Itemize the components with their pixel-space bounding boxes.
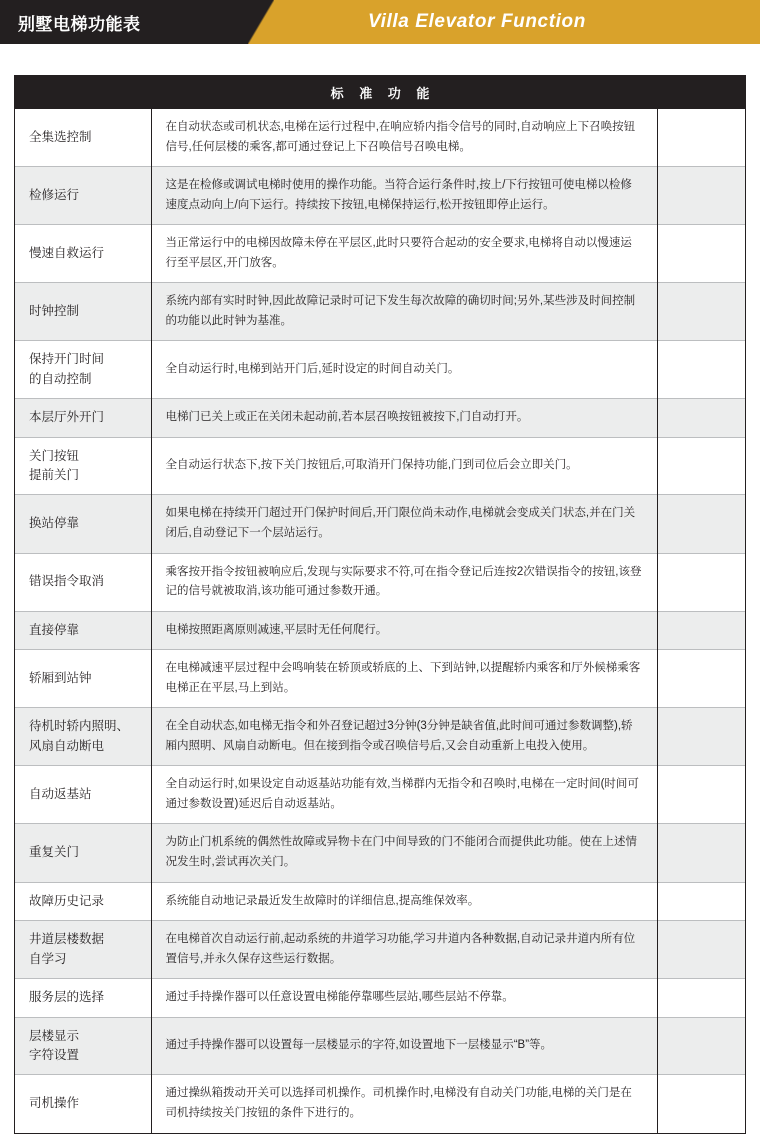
function-mark-cell — [657, 437, 745, 495]
function-name-line: 服务层的选择 — [29, 990, 105, 1005]
function-description-cell: 全自动运行状态下,按下关门按钮后,可取消开门保持功能,门到司位后会立即关门。 — [151, 437, 657, 495]
table-row — [15, 882, 745, 921]
function-name-cell — [15, 225, 151, 283]
function-mark-cell — [657, 611, 745, 650]
function-description-cell: 在全自动状态,如电梯无指令和外召登记超过3分钟(3分钟是缺省值,此时间可通过参数调整),轿厢内照明、风扇自动断电。但在接到指令或召唤信号后,又会自动重新上电投入使用。 — [151, 708, 657, 766]
function-table-container — [14, 75, 746, 1134]
function-name-line: 层楼显示 — [29, 1028, 80, 1043]
header-title-cn: 别墅电梯功能表 — [18, 14, 141, 34]
function-description-cell: 在电梯减速平层过程中会鸣响装在轿顶或轿底的上、下到站钟,以提醒轿内乘客和厅外候梯乘客电梯正在平层,马上到站。 — [151, 650, 657, 708]
function-name-cell — [15, 979, 151, 1018]
function-description-cell: 通过手持操作器可以设置每一层楼显示的字符,如设置地下一层楼显示“B”等。 — [151, 1017, 657, 1075]
function-description-cell: 通过操纵箱拨动开关可以选择司机操作。司机操作时,电梯没有自动关门功能,电梯的关门是在司机持续按关门按钮的条件下进行的。 — [151, 1075, 657, 1133]
table-title: 标 准 功 能 — [15, 76, 745, 109]
function-mark-cell — [657, 495, 745, 553]
function-description-cell: 全自动运行时,如果设定自动返基站功能有效,当梯群内无指令和召唤时,电梯在一定时间(时间可通过参数设置)延迟后自动返基站。 — [151, 766, 657, 824]
table-row — [15, 167, 745, 225]
table-row — [15, 611, 745, 650]
function-mark-cell — [657, 650, 745, 708]
function-name-line: 自动返基站 — [29, 787, 92, 802]
function-mark-cell — [657, 708, 745, 766]
function-table-body — [15, 109, 745, 1133]
table-row — [15, 437, 745, 495]
function-table — [15, 109, 745, 1133]
function-name-line: 错误指令取消 — [29, 574, 105, 589]
function-description-cell: 这是在检修或调试电梯时使用的操作功能。当符合运行条件时,按上/下行按钮可使电梯以检修速度点动向上/向下运行。持续按下按钮,电梯保持运行,松开按钮即停止运行。 — [151, 167, 657, 225]
function-description-cell: 系统能自动地记录最近发生故障时的详细信息,提高维保效率。 — [151, 882, 657, 921]
function-name-cell — [15, 611, 151, 650]
function-description-cell: 全自动运行时,电梯到站开门后,延时设定的时间自动关门。 — [151, 341, 657, 399]
function-name-line: 换站停靠 — [29, 516, 80, 531]
function-name-cell — [15, 1075, 151, 1133]
function-name-line: 的自动控制 — [29, 371, 92, 386]
function-name-cell — [15, 341, 151, 399]
function-name-cell — [15, 167, 151, 225]
function-mark-cell — [657, 824, 745, 882]
function-name-line: 司机操作 — [29, 1096, 80, 1111]
table-row — [15, 109, 745, 167]
function-name-cell — [15, 495, 151, 553]
table-row — [15, 399, 745, 438]
function-description-cell: 如果电梯在持续开门超过开门保护时间后,开门限位尚未动作,电梯就会变成关门状态,并在门关闭后,自动登记下一个层站运行。 — [151, 495, 657, 553]
function-mark-cell — [657, 167, 745, 225]
header-title-en: Villa Elevator Function — [368, 11, 586, 32]
function-name-line: 轿厢到站钟 — [29, 671, 92, 686]
table-row — [15, 1017, 745, 1075]
function-description-cell: 通过手持操作器可以任意设置电梯能停靠哪些层站,哪些层站不停靠。 — [151, 979, 657, 1018]
function-mark-cell — [657, 921, 745, 979]
function-name-line: 时钟控制 — [29, 304, 80, 319]
function-name-line: 提前关门 — [29, 468, 80, 483]
function-name-line: 检修运行 — [29, 187, 80, 202]
page-header — [0, 0, 760, 44]
table-row — [15, 341, 745, 399]
function-description-cell: 在电梯首次自动运行前,起动系统的井道学习功能,学习井道内各种数据,自动记录井道内所有位置信号,并永久保存这些运行数据。 — [151, 921, 657, 979]
function-name-cell — [15, 553, 151, 611]
header-left-panel — [0, 0, 248, 44]
function-name-line: 直接停靠 — [29, 622, 80, 637]
function-description-cell: 当正常运行中的电梯因故障未停在平层区,此时只要符合起动的安全要求,电梯将自动以慢速运行至平层区,开门放客。 — [151, 225, 657, 283]
function-name-cell — [15, 109, 151, 167]
table-row — [15, 283, 745, 341]
function-name-line: 关门按钮 — [29, 448, 80, 463]
function-mark-cell — [657, 399, 745, 438]
function-name-line: 全集选控制 — [29, 129, 92, 144]
function-description-cell: 乘客按开指令按钮被响应后,发现与实际要求不符,可在指令登记后连按2次错误指令的按钮,该登记的信号就被取消,该功能可通过参数开通。 — [151, 553, 657, 611]
function-name-cell — [15, 708, 151, 766]
function-name-cell — [15, 437, 151, 495]
function-mark-cell — [657, 1017, 745, 1075]
function-name-line: 故障历史记录 — [29, 893, 105, 908]
function-name-cell — [15, 766, 151, 824]
function-mark-cell — [657, 766, 745, 824]
table-row — [15, 495, 745, 553]
header-right-panel — [274, 0, 760, 44]
function-name-cell — [15, 650, 151, 708]
table-row — [15, 553, 745, 611]
function-name-line: 风扇自动断电 — [29, 738, 105, 753]
function-name-cell — [15, 882, 151, 921]
table-row — [15, 225, 745, 283]
function-description-cell: 电梯门已关上或正在关闭未起动前,若本层召唤按钮被按下,门自动打开。 — [151, 399, 657, 438]
function-description-cell: 电梯按照距离原则减速,平层时无任何爬行。 — [151, 611, 657, 650]
function-name-line: 自学习 — [29, 951, 67, 966]
function-mark-cell — [657, 979, 745, 1018]
header-slant-divider — [248, 0, 274, 44]
function-mark-cell — [657, 283, 745, 341]
function-name-line: 保持开门时间 — [29, 352, 105, 367]
function-description-cell: 系统内部有实时时钟,因此故障记录时可记下发生每次故障的确切时间;另外,某些涉及时间控制的功能以此时钟为基准。 — [151, 283, 657, 341]
function-name-line: 重复关门 — [29, 845, 80, 860]
table-row — [15, 766, 745, 824]
function-name-cell — [15, 399, 151, 438]
function-name-line: 待机时轿内照明、 — [29, 719, 130, 734]
function-name-cell — [15, 1017, 151, 1075]
table-row — [15, 650, 745, 708]
function-name-line: 本层厅外开门 — [29, 410, 105, 425]
function-name-line: 井道层楼数据 — [29, 932, 105, 947]
function-mark-cell — [657, 109, 745, 167]
table-row — [15, 979, 745, 1018]
table-row — [15, 824, 745, 882]
function-name-line: 慢速自救运行 — [29, 246, 105, 261]
function-name-cell — [15, 824, 151, 882]
table-row — [15, 1075, 745, 1133]
function-mark-cell — [657, 1075, 745, 1133]
function-description-cell: 在自动状态或司机状态,电梯在运行过程中,在响应轿内指令信号的同时,自动响应上下召唤按钮信号,任何层楼的乘客,都可通过登记上下召唤信号召唤电梯。 — [151, 109, 657, 167]
function-name-cell — [15, 283, 151, 341]
function-name-line: 字符设置 — [29, 1048, 80, 1063]
function-name-cell — [15, 921, 151, 979]
function-mark-cell — [657, 882, 745, 921]
table-row — [15, 921, 745, 979]
function-mark-cell — [657, 341, 745, 399]
function-mark-cell — [657, 553, 745, 611]
table-row — [15, 708, 745, 766]
function-mark-cell — [657, 225, 745, 283]
function-description-cell: 为防止门机系统的偶然性故障或异物卡在门中间导致的门不能闭合而提供此功能。使在上述情况发生时,尝试再次关门。 — [151, 824, 657, 882]
